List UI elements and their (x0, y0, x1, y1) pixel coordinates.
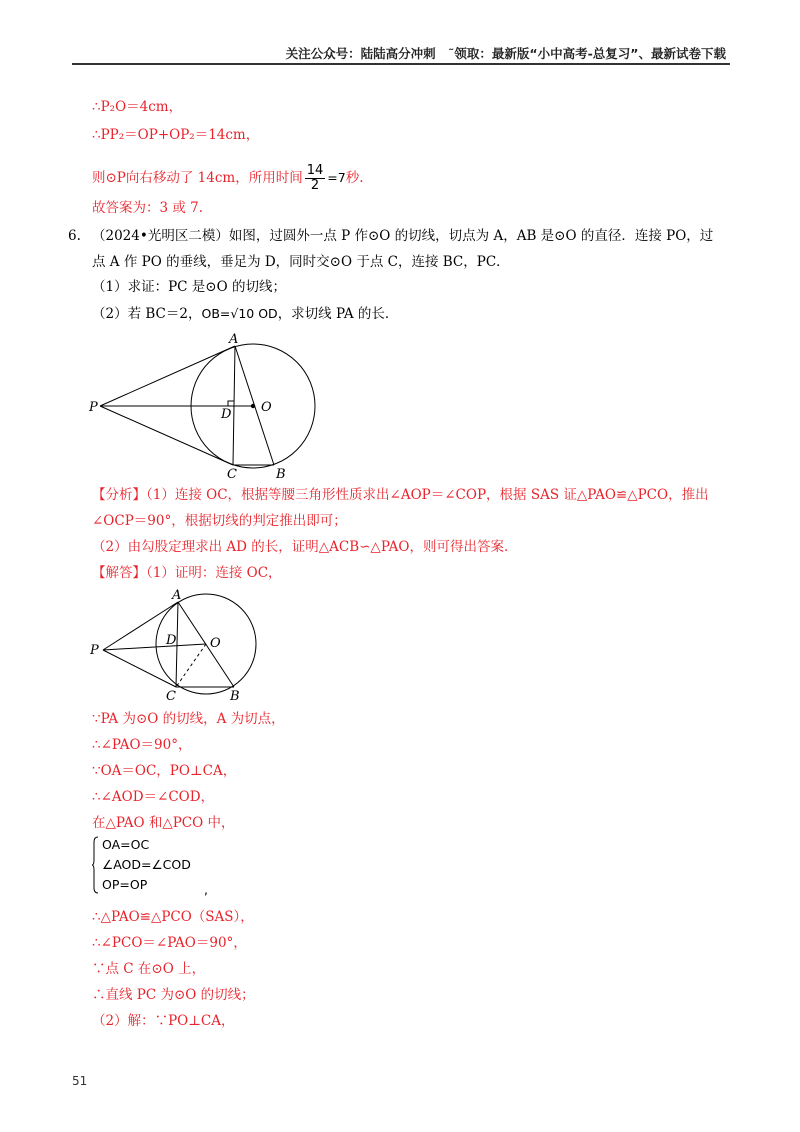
proof-line-6: ∴△PAO≌△PCO（SAS）， (92, 909, 254, 925)
proof-line-10: （2）解：∵PO⊥CA， (92, 1013, 235, 1029)
label-p-2: P (90, 643, 99, 658)
label-b-1: B (276, 467, 286, 482)
label-p-1: P (89, 400, 98, 415)
tangent-pa (100, 346, 235, 406)
proof-line-4: ∴∠AOD＝∠COD， (92, 789, 215, 805)
question-number: 6. (68, 228, 81, 244)
chord-ac-2 (176, 602, 178, 687)
part2-suffix: ，求切线 PA 的长． (277, 306, 399, 322)
system-eq-2: ∠AOD=∠COD (102, 857, 191, 872)
proof-line-7: ∴∠PCO＝∠PAO＝90°， (92, 935, 247, 951)
time-text: 则⊙P向右移动了 14cm，所用时间 (92, 170, 303, 186)
proof-line-1: ∵PA 为⊙O 的切线，A 为切点， (92, 711, 285, 727)
analysis-line-2: ∠OCP＝90°，根据切线的判定推出即可； (92, 513, 347, 529)
solution-heading (92, 564, 282, 582)
analysis-line-1 (92, 486, 709, 504)
system-eq-1: OA=OC (102, 837, 150, 852)
label-b-2: B (230, 689, 240, 704)
analysis-line-3: （2）由勾股定理求出 AD 的长，证明△ACB∽△PAO，则可得出答案． (92, 539, 518, 555)
point-o (251, 404, 255, 408)
fraction (305, 164, 326, 193)
solution-line-2: ∴PP₂＝OP+OP₂＝14cm， (92, 127, 260, 143)
proof-line-8: ∵点 C 在⊙O 上， (92, 961, 206, 977)
segment-oc-dashed (176, 644, 206, 687)
question-line-2: 点 A 作 PO 的垂线，垂足为 D，同时交⊙O 于点 C，连接 BC，PC． (92, 254, 510, 270)
time-unit: 秒. (345, 170, 364, 186)
ratio-formula: OB=√10 OD (201, 306, 278, 321)
part2-prefix: （2）若 BC＝2， (92, 306, 202, 322)
proof-line-2: ∴∠PAO＝90°， (92, 737, 192, 753)
tangent-pc-2 (103, 650, 176, 687)
label-c-1: C (227, 467, 237, 482)
label-d-2: D (166, 633, 177, 648)
brace-icon (92, 836, 98, 894)
diameter-ab (235, 346, 274, 465)
system-eq-3: OP=OP (102, 877, 148, 892)
page-header: 关注公众号：陆陆高分冲刺 ˜领取：最新版“小中高考-总复习”、最新试卷下载 (285, 46, 726, 61)
analysis-text-1: （1）连接 OC，根据等腰三角形性质求出∠AOP＝∠COP，根据 SAS 证△PAO≌△PCO，推出 (146, 487, 709, 503)
answer-line: 故答案为：3 或 7. (92, 200, 204, 216)
fraction-result: =7 (327, 170, 346, 185)
chord-ac (233, 346, 235, 465)
label-a-1: A (229, 332, 239, 347)
label-c-2: C (166, 689, 176, 704)
solution-line-1: ∴P₂O＝4cm， (92, 99, 183, 115)
analysis-tag: 【分析】 (92, 487, 146, 503)
equation-system (92, 836, 222, 896)
segment-po-2 (103, 644, 206, 650)
proof-line-9: ∴直线 PC 为⊙O 的切线； (92, 987, 255, 1003)
question-part-1: （1）求证：PC 是⊙O 的切线； (92, 279, 286, 295)
label-a-2: A (172, 588, 182, 603)
tangent-pa-2 (103, 602, 178, 650)
fraction-denominator: 2 (310, 178, 320, 193)
page-number: 51 (72, 1074, 88, 1088)
fraction-numerator: 14 (306, 163, 324, 178)
diameter-ab-2 (178, 602, 234, 687)
question-line-1: （2024•光明区二模）如图，过圆外一点 P 作⊙O 的切线，切点为 A，AB 是⊙O 的直径．连接 PO，过 (92, 228, 714, 244)
question-part-2 (92, 305, 398, 323)
solution-tag: 【解答】 (92, 565, 146, 581)
solution-line-3 (92, 164, 364, 193)
tangent-pc (100, 406, 233, 465)
label-o-1: O (261, 400, 272, 415)
solution-intro: （1）证明：连接 OC， (146, 565, 282, 581)
label-o-2: O (210, 636, 221, 651)
label-d-1: D (221, 407, 232, 422)
header-rule (72, 63, 730, 65)
proof-line-3: ∵OA＝OC，PO⊥CA， (92, 763, 237, 779)
system-comma: , (204, 882, 208, 897)
circle-o (191, 344, 315, 468)
circle-o-2 (156, 594, 256, 694)
right-angle-mark (228, 401, 234, 406)
proof-line-5: 在△PAO 和△PCO 中， (92, 815, 235, 831)
